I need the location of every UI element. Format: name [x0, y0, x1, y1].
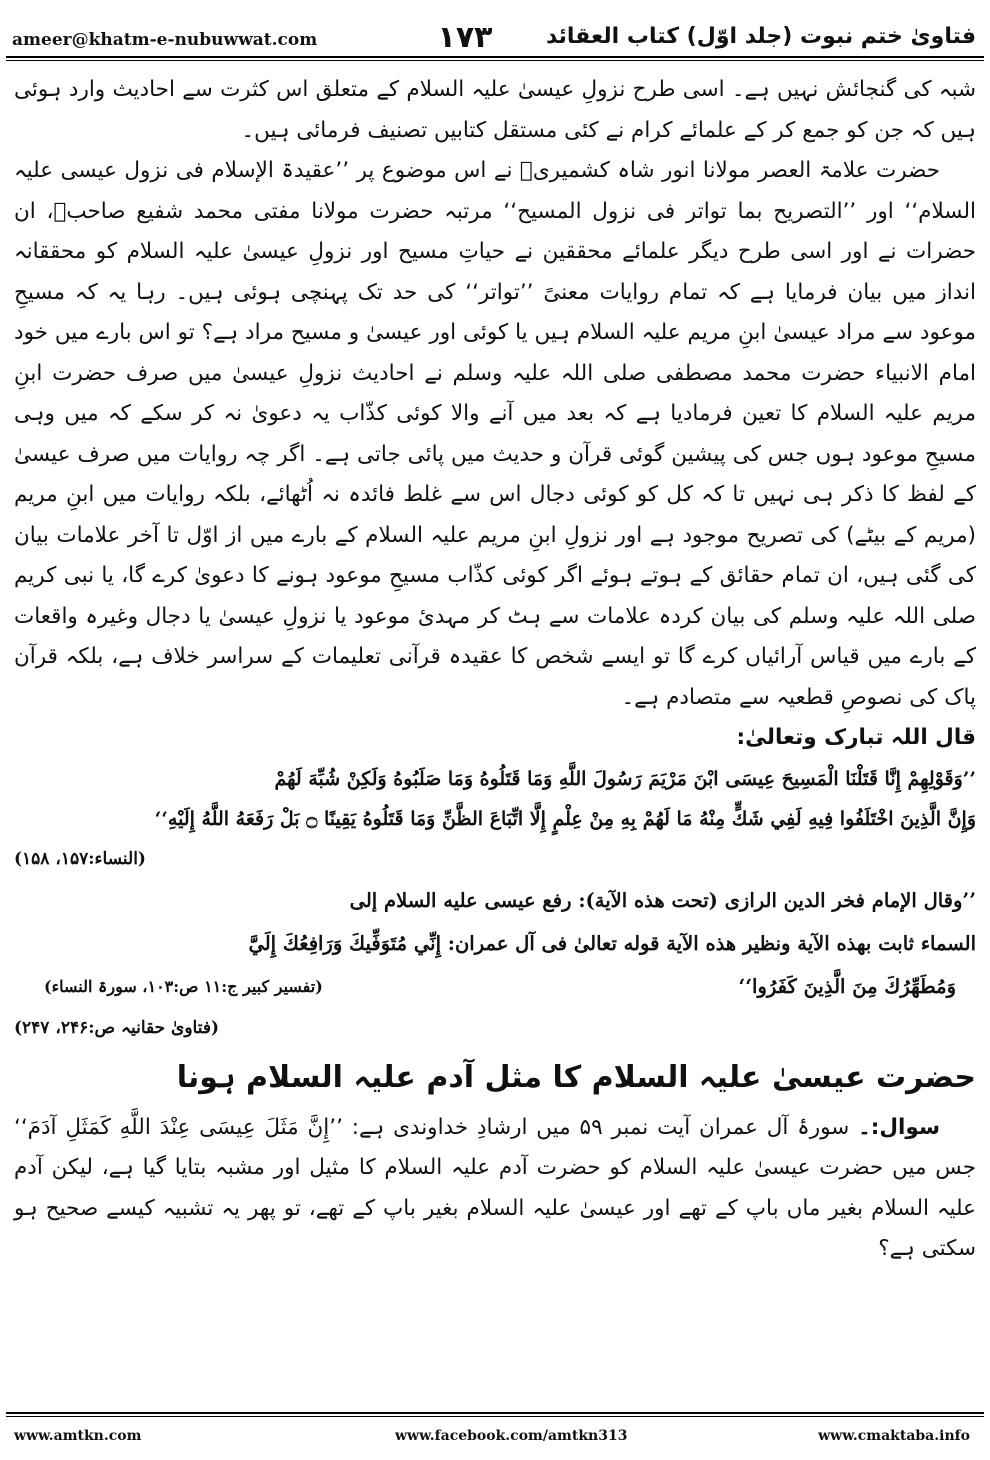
page-number: ۱۷۳: [437, 20, 493, 55]
footer-link-center[interactable]: www.facebook.com/amtkn313: [395, 1428, 628, 1444]
fatawa-reference: (فتاویٰ حقانیہ ص:۲۴۶، ۲۴۷): [14, 1017, 220, 1038]
page-content: [14, 70, 976, 1400]
footer-link-right[interactable]: www.cmaktaba.info: [818, 1428, 970, 1444]
paragraph-2: حضرت علامۃ العصر مولانا انور شاہ کشمیریؒ نے اس موضوع پر ’’عقیدۃ الإسلام فی نزول عیسی علیہ السلام‘‘ اور ’’التصریح بما تواتر فی نزول المسیح‘‘ مرتبہ حضرت مولانا مفتی محمد شفیع صاحبؒ، ان حضرات نے اور اسی طرح دیگر علمائے محققین نے حیاتِ مسیح اور نزولِ عیسیٰ علیہ السلام کو محققانہ انداز میں بیان فرمایا ہے کہ تمام روایات معنیً ’’تواتر‘‘ کی حد تک پہنچی ہوئی ہیں۔ رہا یہ کہ مسیحِ موعود سے مراد عیسیٰ ابنِ مریم علیہ السلام ہیں یا کوئی اور عیسیٰ و مسیح مراد ہے؟ تو اس بارے میں خود امام الانبیاء حضرت محمد مصطفی صلی اللہ علیہ وسلم نے احادیث نزولِ عیسیٰ میں صرف حضرت ابنِ مریم علیہ السلام کا تعین فرمادیا ہے کہ بعد میں آنے والا کوئی کذّاب یہ دعویٰ نہ کر سکے کہ میں وہی مسیحِ موعود ہوں جس کی پیشین گوئی قرآن و حدیث میں پائی جاتی ہے۔ اگر چہ روایات میں صرف عیسیٰ کے لفظ کا ذکر ہی نہیں تا کہ کل کو کوئی دجال اس سے غلط فائدہ نہ اُٹھائے، بلکہ روایات میں ابنِ مریم (مریم کے بیٹے) کی تصریح موجود ہے اور نزولِ ابنِ مریم علیہ السلام کے بارے میں از اوّل تا آخر علامات بیان کی گئی ہیں، ان تمام حقائق کے ہوتے ہوئے اگر کوئی کذّاب مسیحِ موعود ہونے کا دعویٰ کرے گا، یا نبی کریم صلی اللہ علیہ وسلم کی بیان کردہ علامات سے ہٹ کر مہدیٔ موعود یا نزولِ عیسیٰ یا دجال وغیرہ واقعات کے بارے میں قیاس آرائیاں کرے گا تو ایسے شخص کا عقیدہ قرآنی تعلیمات کے سراسر خلاف ہے، بلکہ قرآن پاک کی نصوصِ قطعیہ سے متصادم ہے۔: [14, 158, 976, 710]
footer-rule-thin: [6, 1416, 984, 1417]
quran-verse-line-1: ’’وَقَوْلِهِمْ إِنَّا قَتَلْنَا الْمَسِيحَ عِيسَى ابْنَ مَرْيَمَ رَسُولَ اللَّهِ وَمَا قَتَلُوهُ وَمَا صَلَبُوهُ وَلَكِنْ شُبِّهَ لَهُمْ: [274, 767, 976, 790]
footer-link-left[interactable]: www.amtkn.com: [14, 1428, 142, 1444]
page-footer: [0, 1422, 990, 1452]
header-rule-thin: [6, 60, 984, 61]
footer-rule: [6, 1412, 984, 1414]
quote-label: قال اللہ تبارک وتعالیٰ:: [736, 725, 976, 750]
razi-quote-line-3: وَمُطَهِّرُكَ مِنَ الَّذِينَ كَفَرُوا‘‘: [738, 974, 956, 998]
tafsir-reference: (تفسیر کبیر ج:۱۱ ص:۱۰۳، سورۃ النساء): [44, 976, 323, 996]
razi-quote-line-2: السماء ثابت بهذه الآية ونظير هذه الآية قوله تعالىٰ فی آل عمران: إِنِّي مُتَوَفِّيكَ وَرَافِعُكَ إِلَيَّ: [248, 931, 976, 955]
question-text: سورۂ آل عمران آیت نمبر ۵۹ میں ارشادِ خداوندی ہے: ’’إِنَّ مَثَلَ عِيسَى عِنْدَ اللَّهِ كَمَثَلِ آدَمَ‘‘ جس میں حضرت عیسیٰ علیہ السلام کو حضرت آدم علیہ السلام کا مثیل اور مشبہ بتایا گیا ہے، لیکن آدم علیہ السلام بغیر ماں باپ کے تھے اور عیسیٰ علیہ السلام بغیر باپ کے تھے، تو پھر یہ تشبیہ کیسے صحیح ہو سکتی ہے؟: [14, 1114, 976, 1261]
question-label: سوال:۔: [858, 1114, 940, 1140]
header-email[interactable]: ameer@khatm-e-nubuwwat.com: [12, 30, 318, 50]
paragraph-1: شبہ کی گنجائش نہیں ہے۔ اسی طرح نزولِ عیسیٰ علیہ السلام کے متعلق اس کثرت سے احادیث وارد ہوئی ہیں کہ جن کو جمع کر کے علمائے کرام نے کئی مستقل کتابیں تصنیف فرمائی ہیں۔: [14, 77, 976, 143]
header-rule: [6, 56, 984, 58]
razi-quote-line-1: ’’وقال الإمام فخر الدين الرازی (تحت هذه الآية): رفع عيسى عليه السلام إلى: [349, 888, 976, 912]
book-title: فتاویٰ ختم نبوت (جلد اوّل) کتاب العقائد: [545, 24, 976, 49]
page-header: [0, 0, 990, 58]
razi-quote-last-line: [44, 965, 956, 1008]
quran-verse-line-2: وَإِنَّ الَّذِينَ اخْتَلَفُوا فِيهِ لَفِي شَكٍّ مِنْهُ مَا لَهُمْ بِهِ مِنْ عِلْمٍ إِلَّا اتِّبَاعَ الظَّنِّ وَمَا قَتَلُوهُ يَقِينًا ۝ بَلْ رَفَعَهُ اللَّهُ إِلَيْهِ‘‘: [154, 807, 976, 830]
section-heading: حضرت عیسیٰ علیہ السلام کا مثل آدم علیہ السلام ہونا: [176, 1059, 976, 1095]
quran-reference: (النساء:۱۵۷، ۱۵۸): [14, 848, 146, 869]
